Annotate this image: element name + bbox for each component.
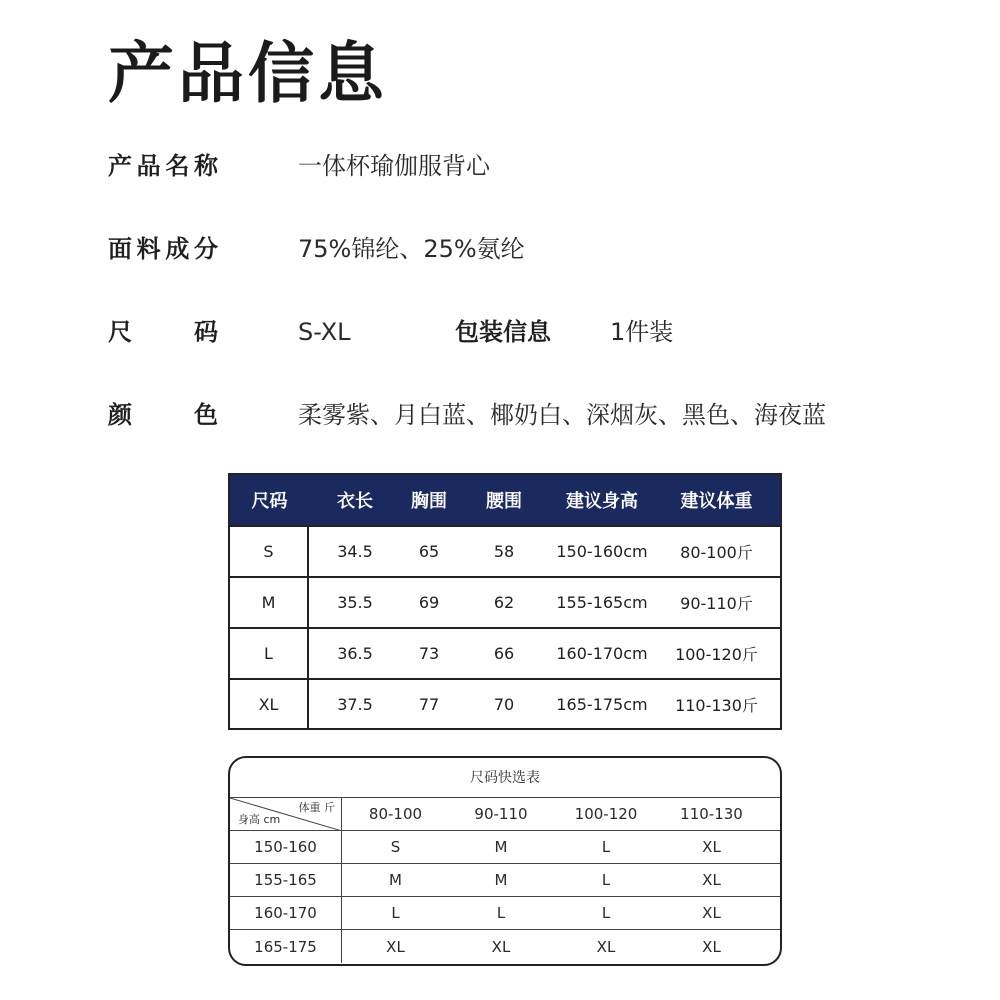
header-cell: 衣长 xyxy=(337,491,373,512)
size-table xyxy=(228,473,782,730)
info-row-material xyxy=(0,229,1000,273)
table-cell: M xyxy=(230,578,309,627)
info-value-material: 75%锦纶、25%氨纶 xyxy=(298,235,525,263)
table-cell: 36.5 xyxy=(337,644,373,663)
info-row-color xyxy=(0,395,1000,439)
size-table-header xyxy=(230,475,780,525)
info-value-name: 一体杯瑜伽服背心 xyxy=(298,152,490,180)
header-cell: 胸围 xyxy=(411,491,447,512)
table-cell: 34.5 xyxy=(337,542,373,561)
table-cell: XL xyxy=(702,871,721,889)
table-cell: L xyxy=(496,904,506,922)
table-row xyxy=(230,897,780,930)
table-cell: L xyxy=(601,904,611,922)
weight-header-cell: 80-100 xyxy=(368,805,423,823)
table-cell: XL xyxy=(386,937,405,956)
table-cell: L xyxy=(230,629,309,678)
table-cell: 69 xyxy=(418,593,440,612)
table-row xyxy=(230,576,780,627)
table-row xyxy=(230,930,780,963)
header-cell: 尺码 xyxy=(251,491,288,512)
info-label-size: 尺 码 xyxy=(108,318,218,346)
table-cell: 37.5 xyxy=(337,695,373,714)
table-cell: 70 xyxy=(493,695,515,714)
quick-table-header xyxy=(230,798,780,831)
info-value-size: S-XL xyxy=(298,318,351,346)
table-cell: M xyxy=(494,838,508,856)
table-cell: 58 xyxy=(493,542,515,561)
table-cell: 65 xyxy=(418,542,440,561)
table-cell: M xyxy=(494,871,508,889)
table-cell: XL xyxy=(230,680,309,729)
info-label-color: 颜 色 xyxy=(108,401,218,429)
header-cell: 建议身高 xyxy=(566,491,638,512)
table-cell: 165-175cm xyxy=(556,695,648,714)
corner-cell xyxy=(230,798,342,830)
info-value-pack: 1件装 xyxy=(610,318,674,346)
table-cell: S xyxy=(230,527,309,576)
table-cell: 110-130斤 xyxy=(675,696,758,715)
header-cell: 建议体重 xyxy=(680,491,753,512)
table-row xyxy=(230,831,780,864)
corner-height-label: 身高 cm xyxy=(238,813,281,826)
size-quick-select-table xyxy=(228,756,782,966)
table-cell: 62 xyxy=(493,593,515,612)
height-cell: 155-165 xyxy=(230,864,342,896)
quick-table-title: 尺码快选表 xyxy=(230,758,780,798)
table-cell: XL xyxy=(702,838,721,856)
table-cell: XL xyxy=(491,937,511,956)
table-cell: 150-160cm xyxy=(556,542,648,561)
weight-header-cell: 100-120 xyxy=(574,805,638,823)
header-cell: 腰围 xyxy=(486,491,522,512)
table-cell: XL xyxy=(702,904,721,922)
table-cell: M xyxy=(389,871,402,889)
table-cell: 160-170cm xyxy=(556,644,648,663)
table-row xyxy=(230,627,780,678)
table-row xyxy=(230,864,780,897)
table-cell: 80-100斤 xyxy=(680,543,753,562)
height-cell: 165-175 xyxy=(230,930,342,963)
table-cell: 66 xyxy=(493,644,515,663)
page-title: 产品信息 xyxy=(108,35,388,112)
table-cell: 35.5 xyxy=(337,593,373,612)
table-cell: L xyxy=(601,871,611,889)
table-cell: XL xyxy=(702,937,721,956)
info-row-name xyxy=(0,146,1000,190)
info-row-size xyxy=(0,312,1000,356)
info-label-name: 产 品 名 称 xyxy=(108,152,218,180)
table-cell: L xyxy=(601,838,611,856)
corner-weight-label: 体重 斤 xyxy=(298,801,335,814)
info-value-color: 柔雾紫、月白蓝、椰奶白、深烟灰、黑色、海夜蓝 xyxy=(298,401,826,429)
table-row xyxy=(230,525,780,576)
height-cell: 160-170 xyxy=(230,897,342,929)
table-cell: XL xyxy=(596,937,616,956)
weight-header-cell: 110-130 xyxy=(680,805,743,823)
info-label-pack: 包装信息 xyxy=(455,318,551,346)
weight-header-cell: 90-110 xyxy=(474,805,528,823)
table-row xyxy=(230,678,780,729)
info-label-material: 面 料 成 分 xyxy=(108,235,218,263)
table-cell: 73 xyxy=(418,644,440,663)
table-cell: S xyxy=(390,838,401,856)
table-cell: 90-110斤 xyxy=(680,594,753,613)
table-cell: 77 xyxy=(418,695,440,714)
table-cell: L xyxy=(391,904,400,922)
table-cell: 155-165cm xyxy=(556,593,648,612)
table-cell: 100-120斤 xyxy=(675,645,758,664)
height-cell: 150-160 xyxy=(230,831,342,863)
